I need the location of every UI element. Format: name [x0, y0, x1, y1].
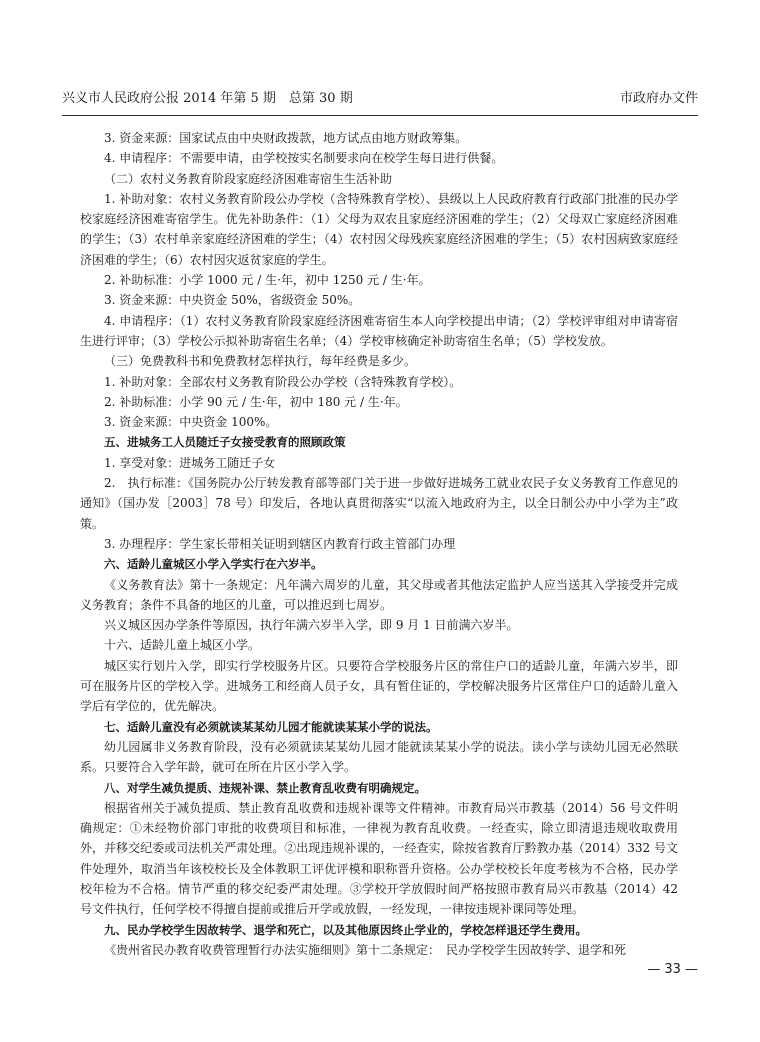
header-rule — [62, 115, 698, 116]
paragraph: 根据省州关于减负提质、禁止教育乱收费和违规补课等文件精神。市教育局兴市教基（2014）56 号文件明确规定：①未经物价部门审批的收费项目和标准，一律视为教育乱收费。一经查实，除立即清退违规收取费用外，并移交纪委或司法机关严肃处理。②出现违规补课的，一经查实，除按省教育厅黔教办基（2014）332 号文件处理外，取消当年该校校长及全体教职工评优评模和职称晋升资格。公办学校校长年度考核为不合格，民办学校年检为不合格。情节严重的移交纪委严肃处理。③学校开学放假时间严格按照市教育局兴市教基（2014）42 号文件执行，任何学校不得擅自提前或推后开学或放假，一经发现，一律按违规补课同等处理。 — [80, 800, 678, 917]
paragraph: 2. 补助标准：小学 1000 元 / 生·年，初中 1250 元 / 生·年。 — [104, 273, 431, 288]
paragraph: 城区实行划片入学，即实行学校服务片区。只要符合学校服务片区的常住户口的适龄儿童，年满六岁半，即可在服务片区的学校入学。进城务工和经商人员子女，具有暂住证的，学校解决服务片区常住户口的适龄儿童入学后有学位的，优先解决。 — [80, 658, 678, 714]
paragraph: 3. 办理程序：学生家长带相关证明到辖区内教育行政主管部门办理 — [104, 536, 456, 551]
header-publication: 兴义市人民政府公报 2014 年第 5 期 总第 30 期 — [62, 91, 353, 106]
section-heading: 七、适龄儿童没有必须就读某某幼儿园才能就读某某小学的说法。 — [104, 719, 438, 734]
paragraph: 3. 资金来源：中央资金 50%，省级资金 50%。 — [104, 293, 361, 308]
section-heading: 六、适龄儿童城区小学入学实行在六岁半。 — [104, 557, 323, 572]
paragraph: 1. 享受对象：进城务工随迁子女 — [104, 455, 276, 470]
paragraph: 1. 补助对象：全部农村义务教育阶段公办学校（含特殊教育学校）。 — [104, 374, 462, 389]
running-header — [62, 88, 698, 110]
paragraph: 3. 资金来源：中央资金 100%。 — [104, 415, 278, 430]
page-number: — 33 — — [647, 962, 698, 977]
paragraph: 1. 补助对象：农村义务教育阶段公办学校（含特殊教育学校）、县级以上人民政府教育行政部门批准的民办学校家庭经济困难寄宿学生。优先补助条件：（1）父母为双农且家庭经济困难的学生；（2）父母双亡家庭经济困难的学生；（3）农村单亲家庭经济困难的学生；（4）农村因父母残疾家庭经济困难的学生；（5）农村因病致家庭经济困难的学生；（6）农村因灾返贫家庭的学生。 — [80, 191, 678, 267]
paragraph: 兴义城区因办学条件等原因，执行年满六岁半入学，即 9 月 1 日前满六岁半。 — [104, 618, 519, 633]
paragraph: 4. 申请程序：不需要申请，由学校按实名制要求向在校学生每日进行供餐。 — [104, 151, 504, 166]
document-body — [80, 128, 678, 960]
header-section: 市政府办文件 — [619, 91, 698, 106]
paragraph: 《义务教育法》第十一条规定：凡年满六周岁的儿童，其父母或者其他法定监护人应当送其入学接受并完成义务教育；条件不具备的地区的儿童，可以推迟到七周岁。 — [80, 577, 678, 612]
paragraph: 幼儿园属非义务教育阶段，没有必须就读某某幼儿园才能就读某某小学的说法。读小学与读幼儿园无必然联系。只要符合入学年龄，就可在所在片区小学入学。 — [80, 739, 678, 775]
paragraph: （二）农村义务教育阶段家庭经济困难寄宿生生活补助 — [104, 171, 393, 186]
paragraph: 3. 资金来源：国家试点由中央财政拨款，地方试点由地方财政筹集。 — [104, 131, 468, 145]
paragraph: 2. 执行标准：《国务院办公厅转发教育部等部门关于进一步做好进城务工就业农民子女义务教育工作意见的通知》（国办发［2003］78 号）印发后，各地认真贯彻落实“以流入地政府为主，以全日制公办中小学为主”政策。 — [80, 476, 678, 531]
paragraph: （三）免费教科书和免费教材怎样执行，每年经费是多少。 — [104, 354, 417, 369]
paragraph: 《贵州省民办教育收费管理暂行办法实施细则》第十二条规定： 民办学校学生因故转学、退学和死 — [104, 942, 627, 957]
paragraph: 2. 补助标准：小学 90 元 / 生·年，初中 180 元 / 生·年。 — [104, 394, 408, 409]
section-heading: 九、民办学校学生因故转学、退学和死亡，以及其他原因终止学业的，学校怎样退还学生费用。 — [104, 922, 587, 937]
paragraph: 4. 申请程序：（1）农村义务教育阶段家庭经济困难寄宿生本人向学校提出申请；（2）学校评审组对申请寄宿生进行评审；（3）学校公示拟补助寄宿生名单；（4）学校审核确定补助寄宿生名单；（5）学校发放。 — [80, 313, 678, 348]
paragraph: 十六、适龄儿童上城区小学。 — [104, 638, 261, 653]
section-heading: 八、对学生减负提质、违规补课、禁止教育乱收费有明确规定。 — [104, 780, 426, 795]
section-heading: 五、进城务工人员随迁子女接受教育的照顾政策 — [104, 435, 346, 450]
